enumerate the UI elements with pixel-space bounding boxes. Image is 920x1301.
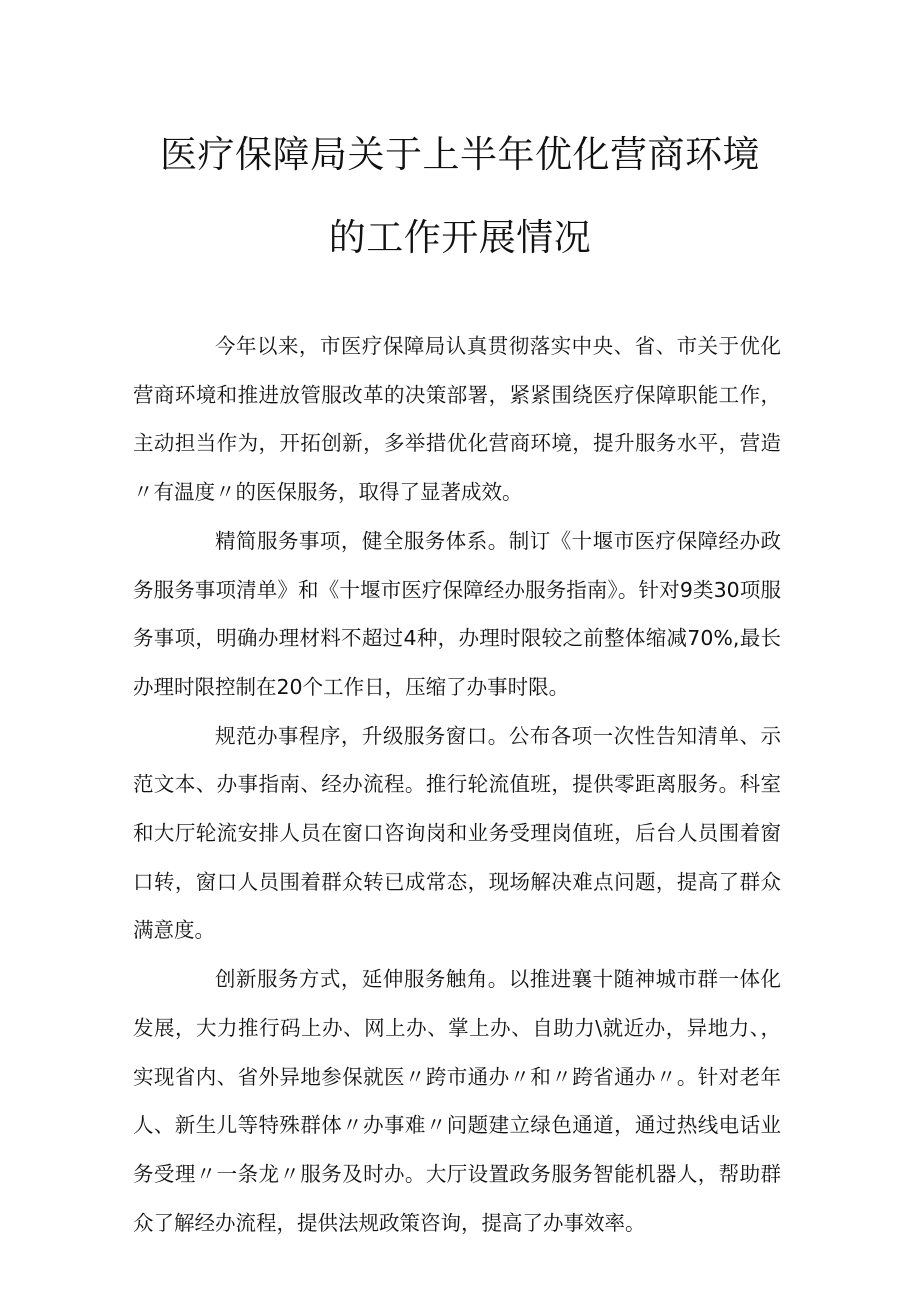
- document-title-line-2: 的工作开展情况: [328, 216, 592, 259]
- document-title-line-1: 医疗保障局关于上半年优化营商环境: [160, 133, 760, 176]
- paragraph-intro: 今年以来，市医疗保障局认真贯彻落实中央、省、市关于优化营商环境和推进放管服改革的决策部署，紧紧围绕医疗保障职能工作，主动担当作为，开拓创新，多举措优化营商环境，提升服务水平，营造〃有温度〃的医保服务，取得了显著成效。: [133, 334, 781, 505]
- paragraph-standardize-procedures: 规范办事程序，升级服务窗口。公布各项一次性告知清单、示范文本、办事指南、经办流程。推行轮流值班，提供零距离服务。科室和大厅轮流安排人员在窗口咨询岗和业务受理岗值班，后台人员围着窗口转，窗口人员围着群众转已成常态，现场解决难点问题，提高了群众满意度。: [133, 723, 781, 943]
- paragraph-streamline-services: 精简服务事项，健全服务体系。制订《十堰市医疗保障经办政务服务事项清单》和《十堰市医疗保障经办服务指南》。针对9类30项服务事项，明确办理材料不超过4种，办理时限较之前整体缩减70%,最长办理时限控制在20个工作日，压缩了办事时限。: [133, 528, 781, 699]
- document-body: [133, 322, 781, 1247]
- paragraph-innovate-service-methods: 创新服务方式，延伸服务触角。以推进襄十随神城市群一体化发展，大力推行码上办、网上办、掌上办、自助力\就近办，异地力、，实现省内、省外异地参保就医〃跨市通办〃和〃跨省通办〃。针对老年人、新生儿等特殊群体〃办事难〃问题建立绿色通道，通过热线电话业务受理〃一条龙〃服务及时办。大厅设置政务服务智能机器人，帮助群众了解经办流程，提供法规政策咨询，提高了办事效率。: [133, 967, 781, 1235]
